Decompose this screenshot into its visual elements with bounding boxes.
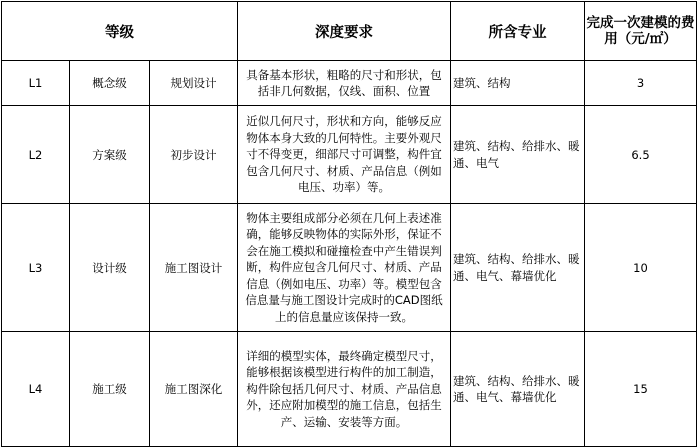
level-code: L3 [2, 204, 70, 332]
depth-requirement: 物体主要组成部分必须在几何上表述准确，能够反映物体的实际外形，保证不会在施工模拟和碰撞检查中产生错误判断，构件应包含几何尺寸、材质、产品信息（例如电压、功率）等。模型包含信息量与施工图设计完成时的CAD图纸上的信息量应该保持一致。 [238, 204, 451, 332]
specialty-list: 建筑、结构、给排水、暖通、电气、幕墙优化 [451, 332, 585, 447]
table-row [2, 106, 697, 204]
design-stage: 初步设计 [150, 106, 238, 204]
depth-requirement: 具备基本形状，粗略的尺寸和形状，包括非几何数据，仅线、面积、位置 [238, 61, 451, 106]
level-code: L4 [2, 332, 70, 447]
level-name: 施工级 [70, 332, 150, 447]
header-row [2, 2, 697, 61]
cost-value: 3 [585, 61, 697, 106]
level-name: 设计级 [70, 204, 150, 332]
header-specialty: 所含专业 [451, 2, 585, 61]
depth-requirement: 详细的模型实体，最终确定模型尺寸，能够根据该模型进行构件的加工制造，构件除包括几何尺寸、材质、产品信息外，还应附加模型的施工信息，包括生产、运输、安装等方面。 [238, 332, 451, 447]
cost-value: 6.5 [585, 106, 697, 204]
specialty-list: 建筑、结构、给排水、暖通、电气 [451, 106, 585, 204]
table-row [2, 61, 697, 106]
level-name: 概念级 [70, 61, 150, 106]
table-row [2, 332, 697, 447]
design-stage: 施工图设计 [150, 204, 238, 332]
header-cost: 完成一次建模的费用（元/㎡） [585, 2, 697, 61]
specialty-list: 建筑、结构、给排水、暖通、电气、幕墙优化 [451, 204, 585, 332]
cost-value: 10 [585, 204, 697, 332]
design-stage: 施工图深化 [150, 332, 238, 447]
level-code: L1 [2, 61, 70, 106]
specialty-list: 建筑、结构 [451, 61, 585, 106]
design-stage: 规划设计 [150, 61, 238, 106]
bim-level-table [1, 1, 697, 447]
table-row [2, 204, 697, 332]
header-level: 等级 [2, 2, 238, 61]
depth-requirement: 近似几何尺寸，形状和方向，能够反应物体本身大致的几何特性。主要外观尺寸不得变更，细部尺寸可调整，构件宜包含几何尺寸、材质、产品信息（例如电压、功率）等。 [238, 106, 451, 204]
level-code: L2 [2, 106, 70, 204]
cost-value: 15 [585, 332, 697, 447]
header-depth: 深度要求 [238, 2, 451, 61]
level-name: 方案级 [70, 106, 150, 204]
